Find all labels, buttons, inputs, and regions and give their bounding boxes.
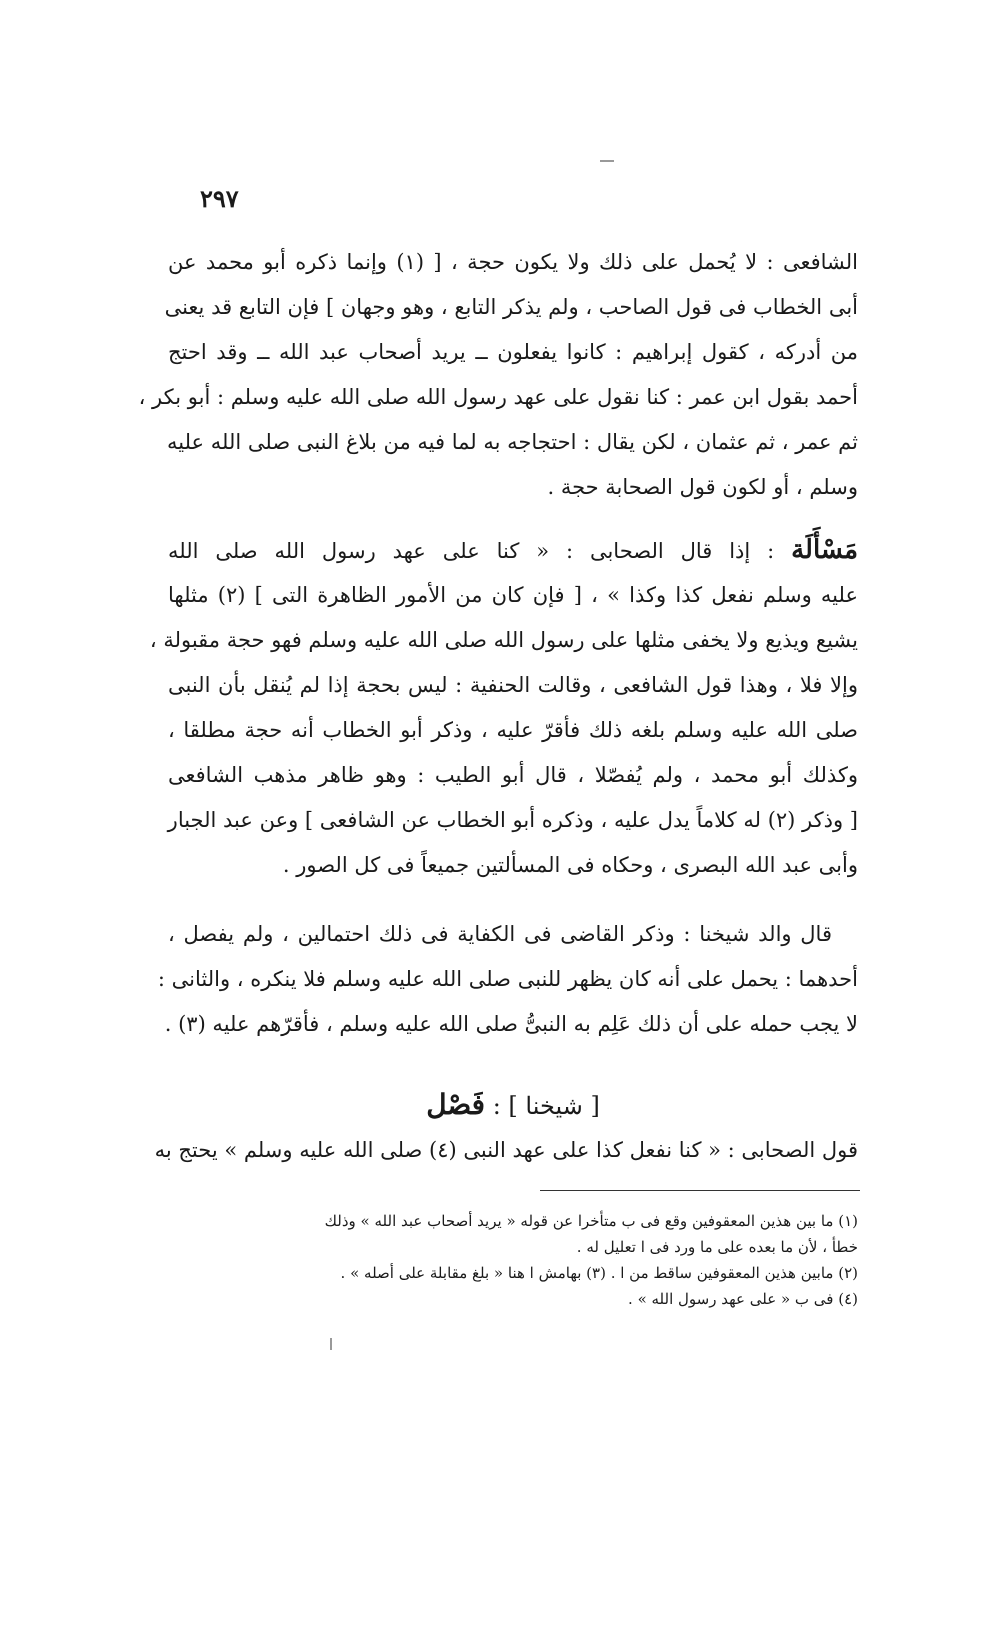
text-line: أحدهما : يحمل على أنه كان يظهر للنبى صلى الله عليه وسلم فلا ينكره ، والثانى :	[157, 967, 858, 991]
paragraph-1	[138, 240, 859, 510]
page-number: ٢٩٧	[200, 184, 239, 213]
footnote-rule	[540, 1190, 860, 1191]
section-word: فَصْل	[426, 1088, 486, 1121]
text-line: من أدركه ، كقول إبراهيم : كانوا يفعلون ــ يريد أصحاب عبد الله ــ وقد احتج	[168, 340, 858, 364]
text-line: وكذلك أبو محمد ، ولم يُفصّلا ، قال أبو الطيب : وهو ظاهر مذهب الشافعى	[168, 763, 858, 787]
masala-heading: مَسْأَلَة	[791, 535, 858, 565]
paragraph-2	[149, 528, 858, 888]
text-line	[168, 528, 858, 573]
text-line: وإلا فلا ، وهذا قول الشافعى ، وقالت الحنفية : ليس بحجة إذا لم يُنقل بأن النبى	[168, 673, 858, 697]
text-line: صلى الله عليه وسلم بلغه ذلك فأقرّ عليه ، وذكر أبو الخطاب أنه حجة مطلقا ،	[168, 718, 858, 742]
text-span: : إذا قال الصحابى : « كنا على عهد رسول الله صلى الله	[168, 539, 792, 563]
footnote-line: (٢) مابين هذين المعقوفين ساقط من ا . (٣) بهامش ا هنا « بلغ مقابلة على أصله » .	[340, 1264, 858, 1282]
footnotes	[168, 1208, 858, 1312]
scan-mark	[330, 1338, 332, 1350]
text-line: وسلم ، أو لكون قول الصحابة حجة .	[547, 475, 858, 499]
text-line: الشافعى : لا يُحمل على ذلك ولا يكون حجة ، [ (١) وإنما ذكره أبو محمد عن	[168, 250, 859, 274]
section-bracket: [ شيخنا ] :	[492, 1092, 600, 1120]
scan-mark	[600, 160, 614, 162]
text-line: وأبى عبد الله البصرى ، وحكاه فى المسألتين جميعاً فى كل الصور .	[282, 853, 858, 877]
text-line: قول الصحابى : « كنا نفعل كذا على عهد النبى (٤) صلى الله عليه وسلم » يحتج به	[154, 1138, 858, 1162]
text-line: يشيع ويذيع ولا يخفى مثلها على رسول الله صلى الله عليه وسلم فهو حجة مقبولة ،	[149, 628, 858, 652]
footnote-line: خطأ ، لأن ما بعده على ما ورد فى ا تعليل له .	[576, 1238, 858, 1256]
text-line: ثم عمر ، ثم عثمان ، لكن يقال : احتجاجه به لما فيه من بلاغ النبى صلى الله عليه	[166, 430, 858, 454]
footnote-line: (٤) فى ب « على عهد رسول الله » .	[628, 1290, 858, 1308]
text-line: [ وذكر (٢) له كلاماً يدل عليه ، وذكره أبو الخطاب عن الشافعى ] وعن عبد الجبار	[167, 808, 858, 832]
text-line: لا يجب حمله على أن ذلك عَلِم به النبىُّ صلى الله عليه وسلم ، فأقرّهم عليه (٣) .	[164, 1012, 858, 1036]
text-line: عليه وسلم نفعل كذا وكذا » ، [ فإن كان من الأمور الظاهرة التى ] (٢) مثلها	[168, 583, 858, 607]
text-line: أبى الخطاب فى قول الصاحب ، ولم يذكر التابع ، وهو وجهان ] فإن التابع قد يعنى	[164, 295, 858, 319]
footnote-line: (١) ما بين هذين المعقوفين وقع فى ب متأخرا عن قوله « يريد أصحاب عبد الله » وذلك	[324, 1212, 858, 1230]
paragraph-3	[157, 912, 858, 1047]
text-line: قال والد شيخنا : وذكر القاضى فى الكفاية فى ذلك احتمالين ، ولم يفصل ،	[168, 922, 832, 946]
text-line: أحمد بقول ابن عمر : كنا نقول على عهد رسول الله صلى الله عليه وسلم : أبو بكر ،	[138, 385, 858, 409]
paragraph-4	[154, 1128, 858, 1173]
section-heading	[168, 1088, 858, 1121]
